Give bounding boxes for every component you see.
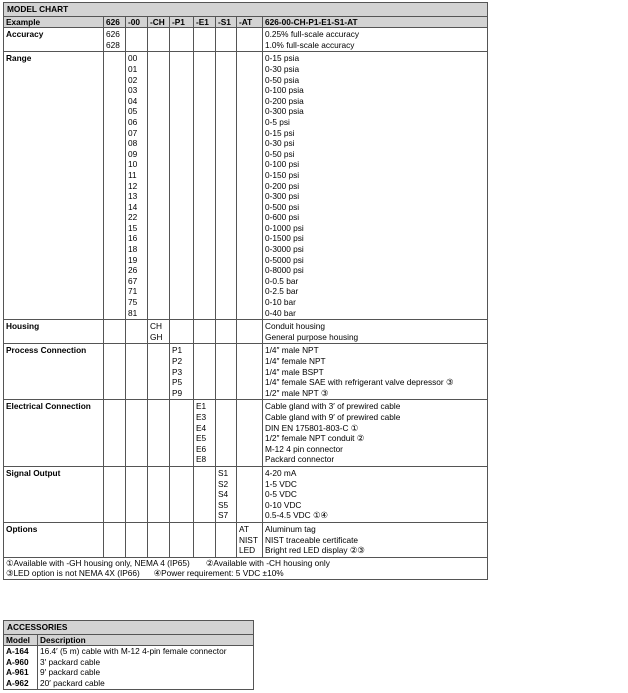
option-code: AT: [239, 523, 249, 534]
accessory-descriptions: [38, 646, 254, 689]
option-description: Cable gland with 9′ of prewired cable: [265, 411, 401, 422]
option-code: E5: [196, 433, 207, 444]
option-code: 81: [128, 307, 138, 318]
option-description: 0-500 psi: [265, 201, 300, 212]
option-description: DIN EN 175801-803-C ①: [265, 422, 359, 433]
electrical-connection-label: Electrical Connection: [4, 400, 104, 467]
model-chart-header-row: [4, 16, 488, 28]
accessory-model: A-960: [6, 656, 29, 667]
option-code: 02: [128, 74, 138, 85]
option-description: 0-100 psi: [265, 159, 300, 170]
option-code: 16: [128, 233, 138, 244]
process-connection-descriptions: [263, 344, 488, 400]
option-code: S1: [218, 467, 229, 478]
option-description: 0-30 psi: [265, 138, 295, 149]
option-code: 18: [128, 244, 138, 255]
option-description: 0-1000 psi: [265, 222, 304, 233]
option-description: 1/4″ female NPT: [265, 356, 326, 366]
header-electrical: -E1: [194, 16, 216, 28]
option-description: 1/4″ female SAE with refrigerant valve depressor ③: [265, 377, 454, 388]
option-description: 0-200 psi: [265, 180, 300, 191]
signal-output-label: Signal Output: [4, 466, 104, 522]
option-code: 626: [106, 29, 120, 40]
option-code: E4: [196, 422, 207, 433]
signal-output-codes: [216, 466, 237, 522]
accuracy-label: Accuracy: [4, 28, 104, 52]
header-model: Model: [4, 634, 38, 646]
footnote-4: ④Power requirement: 5 VDC ±10%: [153, 568, 284, 579]
option-description: 1/2″ male NPT ③: [265, 387, 329, 398]
option-code: 00: [128, 53, 138, 64]
option-code: 71: [128, 286, 138, 297]
option-description: Aluminum tag: [265, 523, 316, 534]
header-housing: -CH: [148, 16, 170, 28]
option-code: 07: [128, 127, 138, 138]
option-code: 09: [128, 148, 138, 159]
footnote-line-1: [4, 557, 488, 579]
option-code: LED: [239, 545, 256, 556]
range-row: [4, 52, 488, 320]
model-chart-table: [3, 2, 488, 580]
option-code: NIST: [239, 534, 258, 545]
accessory-models: [4, 646, 38, 689]
option-code: S2: [218, 478, 229, 489]
option-code: 13: [128, 191, 138, 202]
option-code: 75: [128, 297, 138, 308]
accessory-description: 9′ packard cable: [40, 667, 101, 678]
option-code: E3: [196, 411, 207, 422]
header-series: 626: [104, 16, 126, 28]
option-code: P1: [172, 345, 183, 356]
option-code: 67: [128, 275, 138, 286]
option-code: P2: [172, 356, 183, 366]
model-chart-title-row: [4, 3, 488, 17]
option-description: 0-5000 psi: [265, 254, 304, 265]
option-description: 0.25% full-scale accuracy: [265, 29, 360, 40]
options-descriptions: [263, 522, 488, 557]
process-connection-row: [4, 344, 488, 400]
option-description: 4-20 mA: [265, 467, 297, 478]
option-code: S7: [218, 510, 229, 521]
option-code: 11: [128, 169, 137, 180]
accessories-header-row: [4, 634, 254, 646]
option-description: Conduit housing: [265, 321, 325, 332]
option-code: E1: [196, 401, 207, 412]
option-description: 0-15 psia: [265, 53, 300, 64]
header-range: -00: [126, 16, 148, 28]
accessory-description: 20′ packard cable: [40, 677, 105, 688]
option-description: 0-300 psia: [265, 106, 304, 117]
option-description: 1/4″ male BSPT: [265, 366, 324, 377]
option-code: 10: [128, 159, 138, 170]
option-description: 0-150 psi: [265, 169, 300, 180]
option-code: 19: [128, 254, 138, 265]
housing-codes: [148, 320, 170, 344]
option-description: 0-0.5 bar: [265, 275, 299, 286]
option-code: 14: [128, 201, 138, 212]
options-label: Options: [4, 522, 104, 557]
option-description: 0-50 psi: [265, 148, 295, 159]
option-code: 12: [128, 180, 138, 191]
option-description: 0-5 VDC: [265, 489, 297, 500]
process-connection-label: Process Connection: [4, 344, 104, 400]
option-code: 22: [128, 212, 138, 223]
option-description: Cable gland with 3′ of prewired cable: [265, 401, 401, 412]
header-options: -AT: [237, 16, 263, 28]
electrical-connection-codes: [194, 400, 216, 467]
option-description: 1/2″ female NPT conduit ②: [265, 433, 365, 444]
accessory-model: A-962: [6, 677, 29, 688]
accessories-table: [3, 620, 254, 690]
option-code: P9: [172, 387, 183, 398]
option-description: NIST traceable certificate: [265, 534, 358, 545]
accuracy-row: [4, 28, 488, 52]
option-code: 08: [128, 138, 138, 149]
header-example: Example: [4, 16, 104, 28]
option-description: 0-8000 psi: [265, 265, 304, 276]
process-connection-codes: [170, 344, 194, 400]
options-row: [4, 522, 488, 557]
signal-output-descriptions: [263, 466, 488, 522]
option-description: 0-30 psia: [265, 63, 300, 74]
option-description: 1/4″ male NPT: [265, 345, 319, 356]
accessories-title-row: [4, 621, 254, 635]
option-code: GH: [150, 331, 163, 342]
option-description: 0-40 bar: [265, 307, 296, 318]
option-code: E8: [196, 454, 207, 465]
header-description: Description: [38, 634, 254, 646]
option-code: S5: [218, 499, 229, 510]
footnote-2: ②Available with -CH housing only: [205, 557, 330, 568]
accessory-description: 16.4′ (5 m) cable with M-12 4-pin female connector: [40, 646, 227, 657]
option-code: 15: [128, 222, 138, 233]
option-code: 03: [128, 85, 138, 96]
range-descriptions: [263, 52, 488, 320]
housing-label: Housing: [4, 320, 104, 344]
option-code: 06: [128, 116, 138, 127]
signal-output-row: [4, 466, 488, 522]
footnote-row-1: [4, 557, 488, 579]
option-code: 05: [128, 106, 138, 117]
option-description: 0-3000 psi: [265, 244, 304, 255]
option-description: General purpose housing: [265, 331, 359, 342]
electrical-connection-descriptions: [263, 400, 488, 467]
option-code: 01: [128, 63, 138, 74]
option-description: 0-2.5 bar: [265, 286, 299, 297]
option-description: 0-15 psi: [265, 127, 295, 138]
options-codes: [237, 522, 263, 557]
footnote-1: ①Available with -GH housing only, NEMA 4 (IP65): [6, 557, 190, 568]
accuracy-descriptions: [263, 28, 488, 52]
range-label: Range: [4, 52, 104, 320]
option-description: Bright red LED display ②③: [265, 545, 365, 556]
option-description: 0-600 psi: [265, 212, 300, 223]
option-description: 0-1500 psi: [265, 233, 304, 244]
range-codes: [126, 52, 148, 320]
option-description: 0-10 bar: [265, 297, 296, 308]
option-code: 628: [106, 39, 120, 50]
accuracy-codes: [104, 28, 126, 52]
option-description: M-12 4 pin connector: [265, 443, 343, 454]
option-code: CH: [150, 321, 162, 332]
option-description: 1.0% full-scale accuracy: [265, 39, 355, 50]
accessories-title: ACCESSORIES: [4, 621, 254, 635]
option-description: 0-100 psia: [265, 85, 304, 96]
option-description: 0-10 VDC: [265, 499, 302, 510]
accessory-description: 3′ packard cable: [40, 656, 101, 667]
model-chart-title: MODEL CHART: [4, 3, 488, 17]
housing-descriptions: [263, 320, 488, 344]
option-description: 1-5 VDC: [265, 478, 297, 489]
option-code: 26: [128, 265, 138, 276]
footnote-3: ③LED option is not NEMA 4X (IP66): [6, 568, 140, 579]
accessory-model: A-164: [6, 646, 29, 657]
option-code: E6: [196, 443, 207, 454]
header-process: -P1: [170, 16, 194, 28]
header-example-code: 626-00-CH-P1-E1-S1-AT: [263, 16, 488, 28]
option-code: P3: [172, 366, 183, 377]
option-code: P5: [172, 377, 183, 388]
option-description: 0-200 psia: [265, 95, 304, 106]
header-signal: -S1: [216, 16, 237, 28]
electrical-connection-row: [4, 400, 488, 467]
option-description: 0-300 psi: [265, 191, 300, 202]
option-description: 0.5-4.5 VDC ①④: [265, 510, 328, 521]
option-description: 0-50 psia: [265, 74, 300, 85]
accessories-body: [4, 646, 254, 689]
option-code: S4: [218, 489, 229, 500]
accessory-model: A-961: [6, 667, 29, 678]
option-description: Packard connector: [265, 454, 335, 465]
housing-row: [4, 320, 488, 344]
option-description: 0-5 psi: [265, 116, 290, 127]
option-code: 04: [128, 95, 138, 106]
